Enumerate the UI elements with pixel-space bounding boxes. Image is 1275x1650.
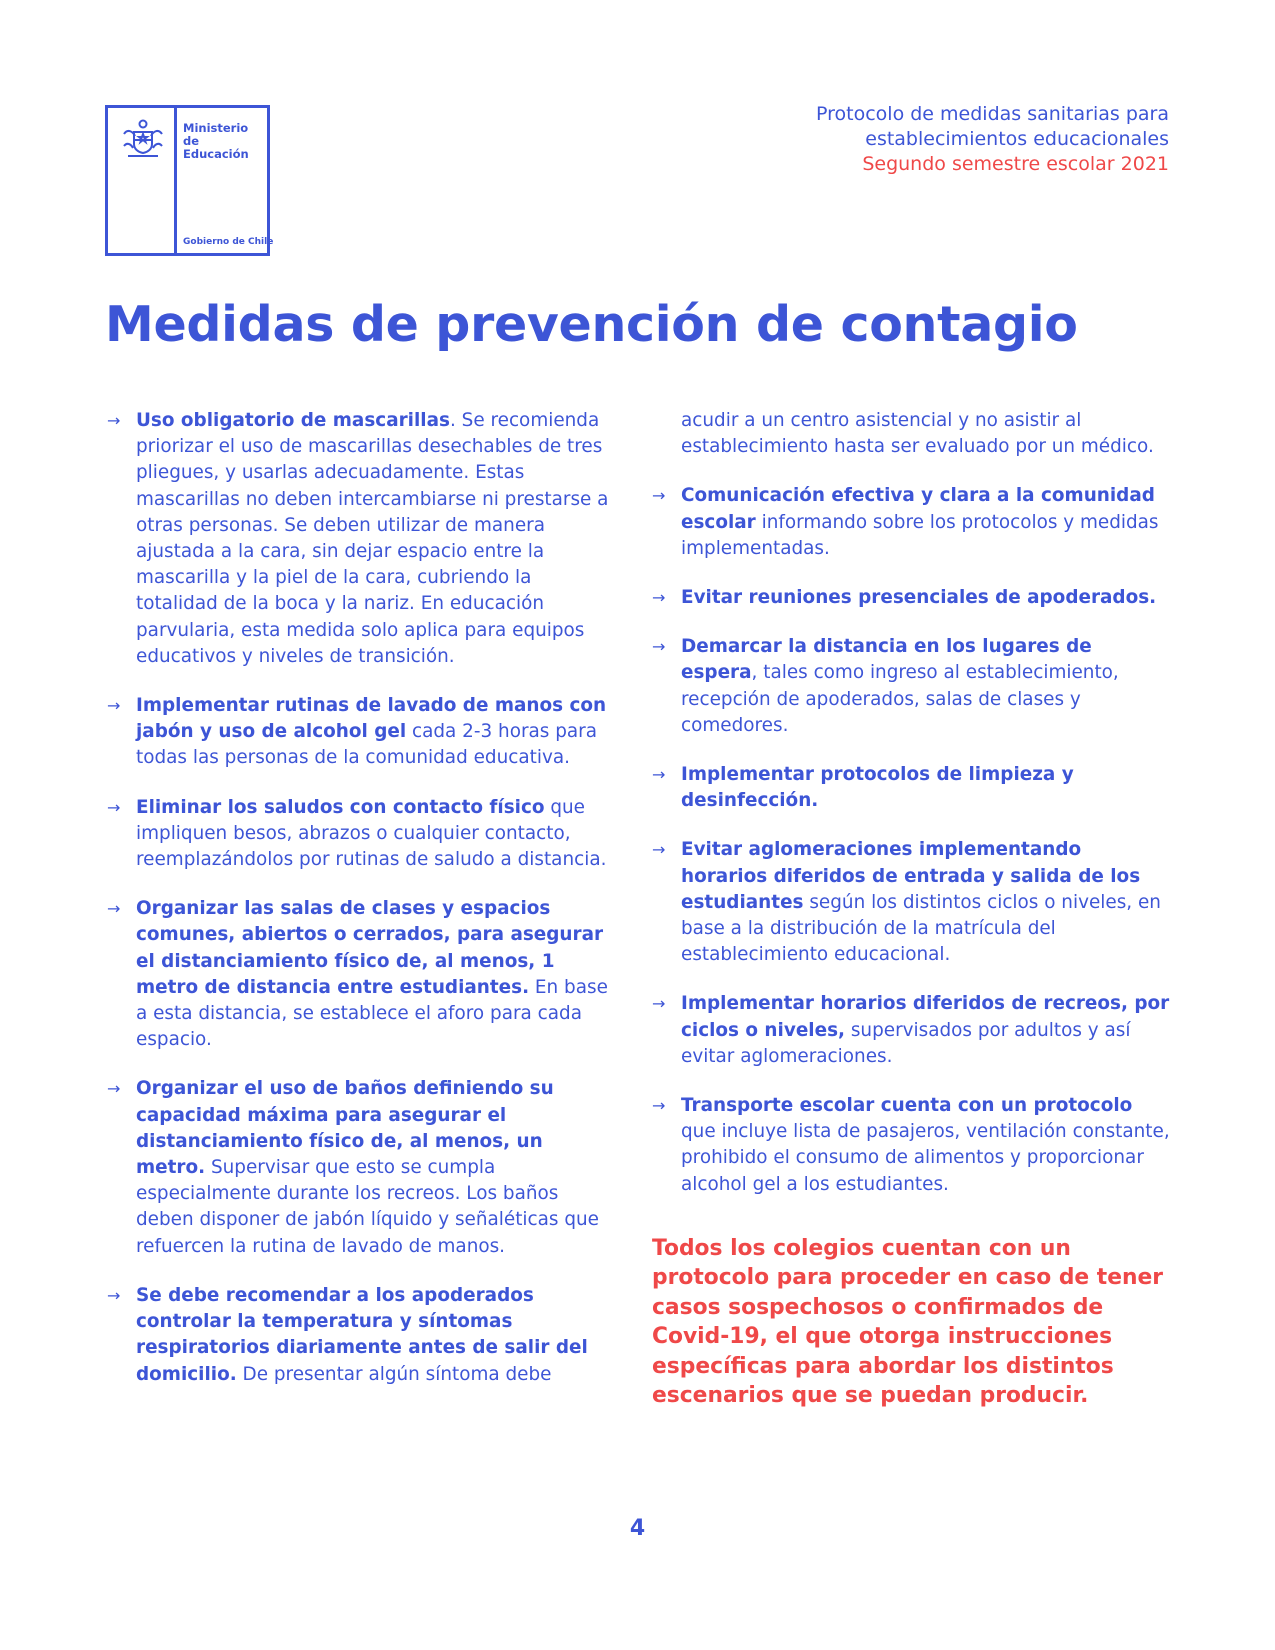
list-item (107, 795, 617, 874)
arrow-right-icon: → (652, 588, 666, 608)
item-heading: Eliminar los saludos con contacto físico (136, 796, 545, 818)
item-heading: Comunicación efectiva y clara a la comunidad escolar (681, 485, 1155, 533)
item-text: , tales como ingreso al establecimiento, recepción de apoderados, salas de clases y comedores. (681, 662, 1119, 736)
list-item (652, 634, 1172, 739)
page-title: Medidas de prevención de contagio (105, 296, 1078, 353)
item-heading: Se debe recomendar a los apoderados controlar la temperatura y síntomas respiratorios diariamente antes de salir del domicilio. (136, 1284, 588, 1385)
item-text: . Se recomienda priorizar el uso de mascarillas desechables de tres pliegues, y usarlas adecuadamente. Estas mascarillas no deben intercambiarse ni prestarse a otras personas. Se deben utilizar de manera ajustada a la cara, sin dejar espacio entre la mascarilla y la piel de la cara, cubriendo la totalidad de la boca y la nariz. En educación parvularia, esta medida solo aplica para equipos educativos y niveles de transición. (136, 410, 609, 667)
arrow-right-icon: → (652, 994, 666, 1014)
arrow-right-icon: → (107, 899, 121, 919)
arrow-right-icon: → (107, 1079, 121, 1099)
arrow-right-icon: → (107, 411, 121, 430)
list-item (107, 1076, 617, 1259)
item-text: informando sobre los protocolos y medidas implementadas. (681, 511, 1159, 559)
list-item (652, 1093, 1172, 1198)
arrow-right-icon: → (652, 1096, 666, 1116)
item-heading: Transporte escolar cuenta con un protocolo (681, 1095, 1133, 1117)
item-heading: Implementar rutinas de lavado de manos con jabón y uso de alcohol gel (136, 695, 607, 743)
right-column (652, 408, 1172, 1411)
item-text: En base a esta distancia, se establece el aforo para cada espacio. (136, 976, 608, 1051)
item-text: que impliquen besos, abrazos o cualquier contacto, reemplazándolos por rutinas de saludo a distancia. (136, 796, 607, 871)
list-item (652, 585, 1172, 611)
list-item (652, 762, 1172, 814)
item-heading: Implementar protocolos de limpieza y desinfección. (681, 764, 1074, 812)
item-text: supervisados por adultos y así evitar aglomeraciones. (681, 1019, 1131, 1067)
item-text: según los distintos ciclos o niveles, en base a la distribución de la matrícula del establecimiento educacional. (681, 891, 1161, 966)
item-heading: Organizar el uso de baños definiendo su capacidad máxima para asegurar el distanciamiento físico de, al menos, un metro. (136, 1078, 554, 1179)
arrow-right-icon: → (652, 637, 666, 657)
item-heading: Demarcar la distancia en los lugares de espera (681, 636, 1092, 684)
list-item (652, 991, 1172, 1070)
item-heading: Uso obligatorio de mascarillas (136, 410, 450, 431)
ministry-name-line1: Ministerio de (183, 121, 249, 148)
ministry-name (183, 122, 267, 161)
header-line2: establecimientos educacionales (865, 128, 1169, 150)
item-heading: Evitar aglomeraciones implementando horarios diferidos de entrada y salida de los estudiantes (681, 839, 1141, 913)
chile-coat-of-arms-icon (118, 118, 168, 160)
page-number: 4 (629, 1516, 646, 1541)
list-item (652, 837, 1172, 968)
list-item (107, 896, 617, 1053)
left-column (107, 408, 617, 1411)
item-heading: Implementar horarios diferidos de recreos, por ciclos o niveles, (681, 993, 1170, 1041)
item-text: Supervisar que esto se cumpla especialmente durante los recreos. Los baños deben disponer de jabón líquido y señaléticas que refuercen la rutina de lavado de manos. (136, 1157, 599, 1257)
government-label: Gobierno de Chile (183, 237, 274, 247)
header-semester: Segundo semestre escolar 2021 (862, 153, 1169, 175)
item-text: cada 2-3 horas para todas las personas de la comunidad educativa. (136, 721, 597, 769)
arrow-right-icon: → (107, 696, 121, 716)
list-item (107, 693, 617, 772)
list-item-continuation: acudir a un centro asistencial y no asistir al establecimiento hasta ser evaluado por un médico. (681, 410, 1154, 458)
ministry-name-line2: Educación (183, 147, 249, 161)
header-line1: Protocolo de medidas sanitarias para (816, 103, 1169, 125)
arrow-right-icon: → (652, 765, 666, 785)
list-item (107, 1283, 617, 1388)
list-item (652, 483, 1172, 562)
ministry-logo (105, 105, 274, 256)
closing-statement: Todos los colegios cuentan con un protocolo para proceder en caso de tener casos sospechosos o confirmados de Covid-19, el que otorga instrucciones específicas para abordar los distintos escenarios que se puedan producir. (652, 1235, 1164, 1409)
arrow-right-icon: → (107, 1285, 121, 1305)
list-item (107, 408, 617, 670)
item-text: que incluye lista de pasajeros, ventilación constante, prohibido el consumo de alimentos y proporcionar alcohol gel a los estudiantes. (681, 1121, 1170, 1195)
logo-divider (174, 108, 177, 253)
document-header (816, 102, 1169, 177)
arrow-right-icon: → (107, 797, 121, 817)
item-text: De presentar algún síntoma debe (236, 1363, 552, 1385)
arrow-right-icon: → (652, 840, 666, 860)
item-heading: Organizar las salas de clases y espacios comunes, abiertos o cerrados, para asegurar el distanciamiento físico de, al menos, 1 metro de distancia entre estudiantes. (136, 898, 604, 998)
arrow-right-icon: → (652, 486, 666, 506)
item-heading: Evitar reuniones presenciales de apoderados. (681, 587, 1157, 609)
